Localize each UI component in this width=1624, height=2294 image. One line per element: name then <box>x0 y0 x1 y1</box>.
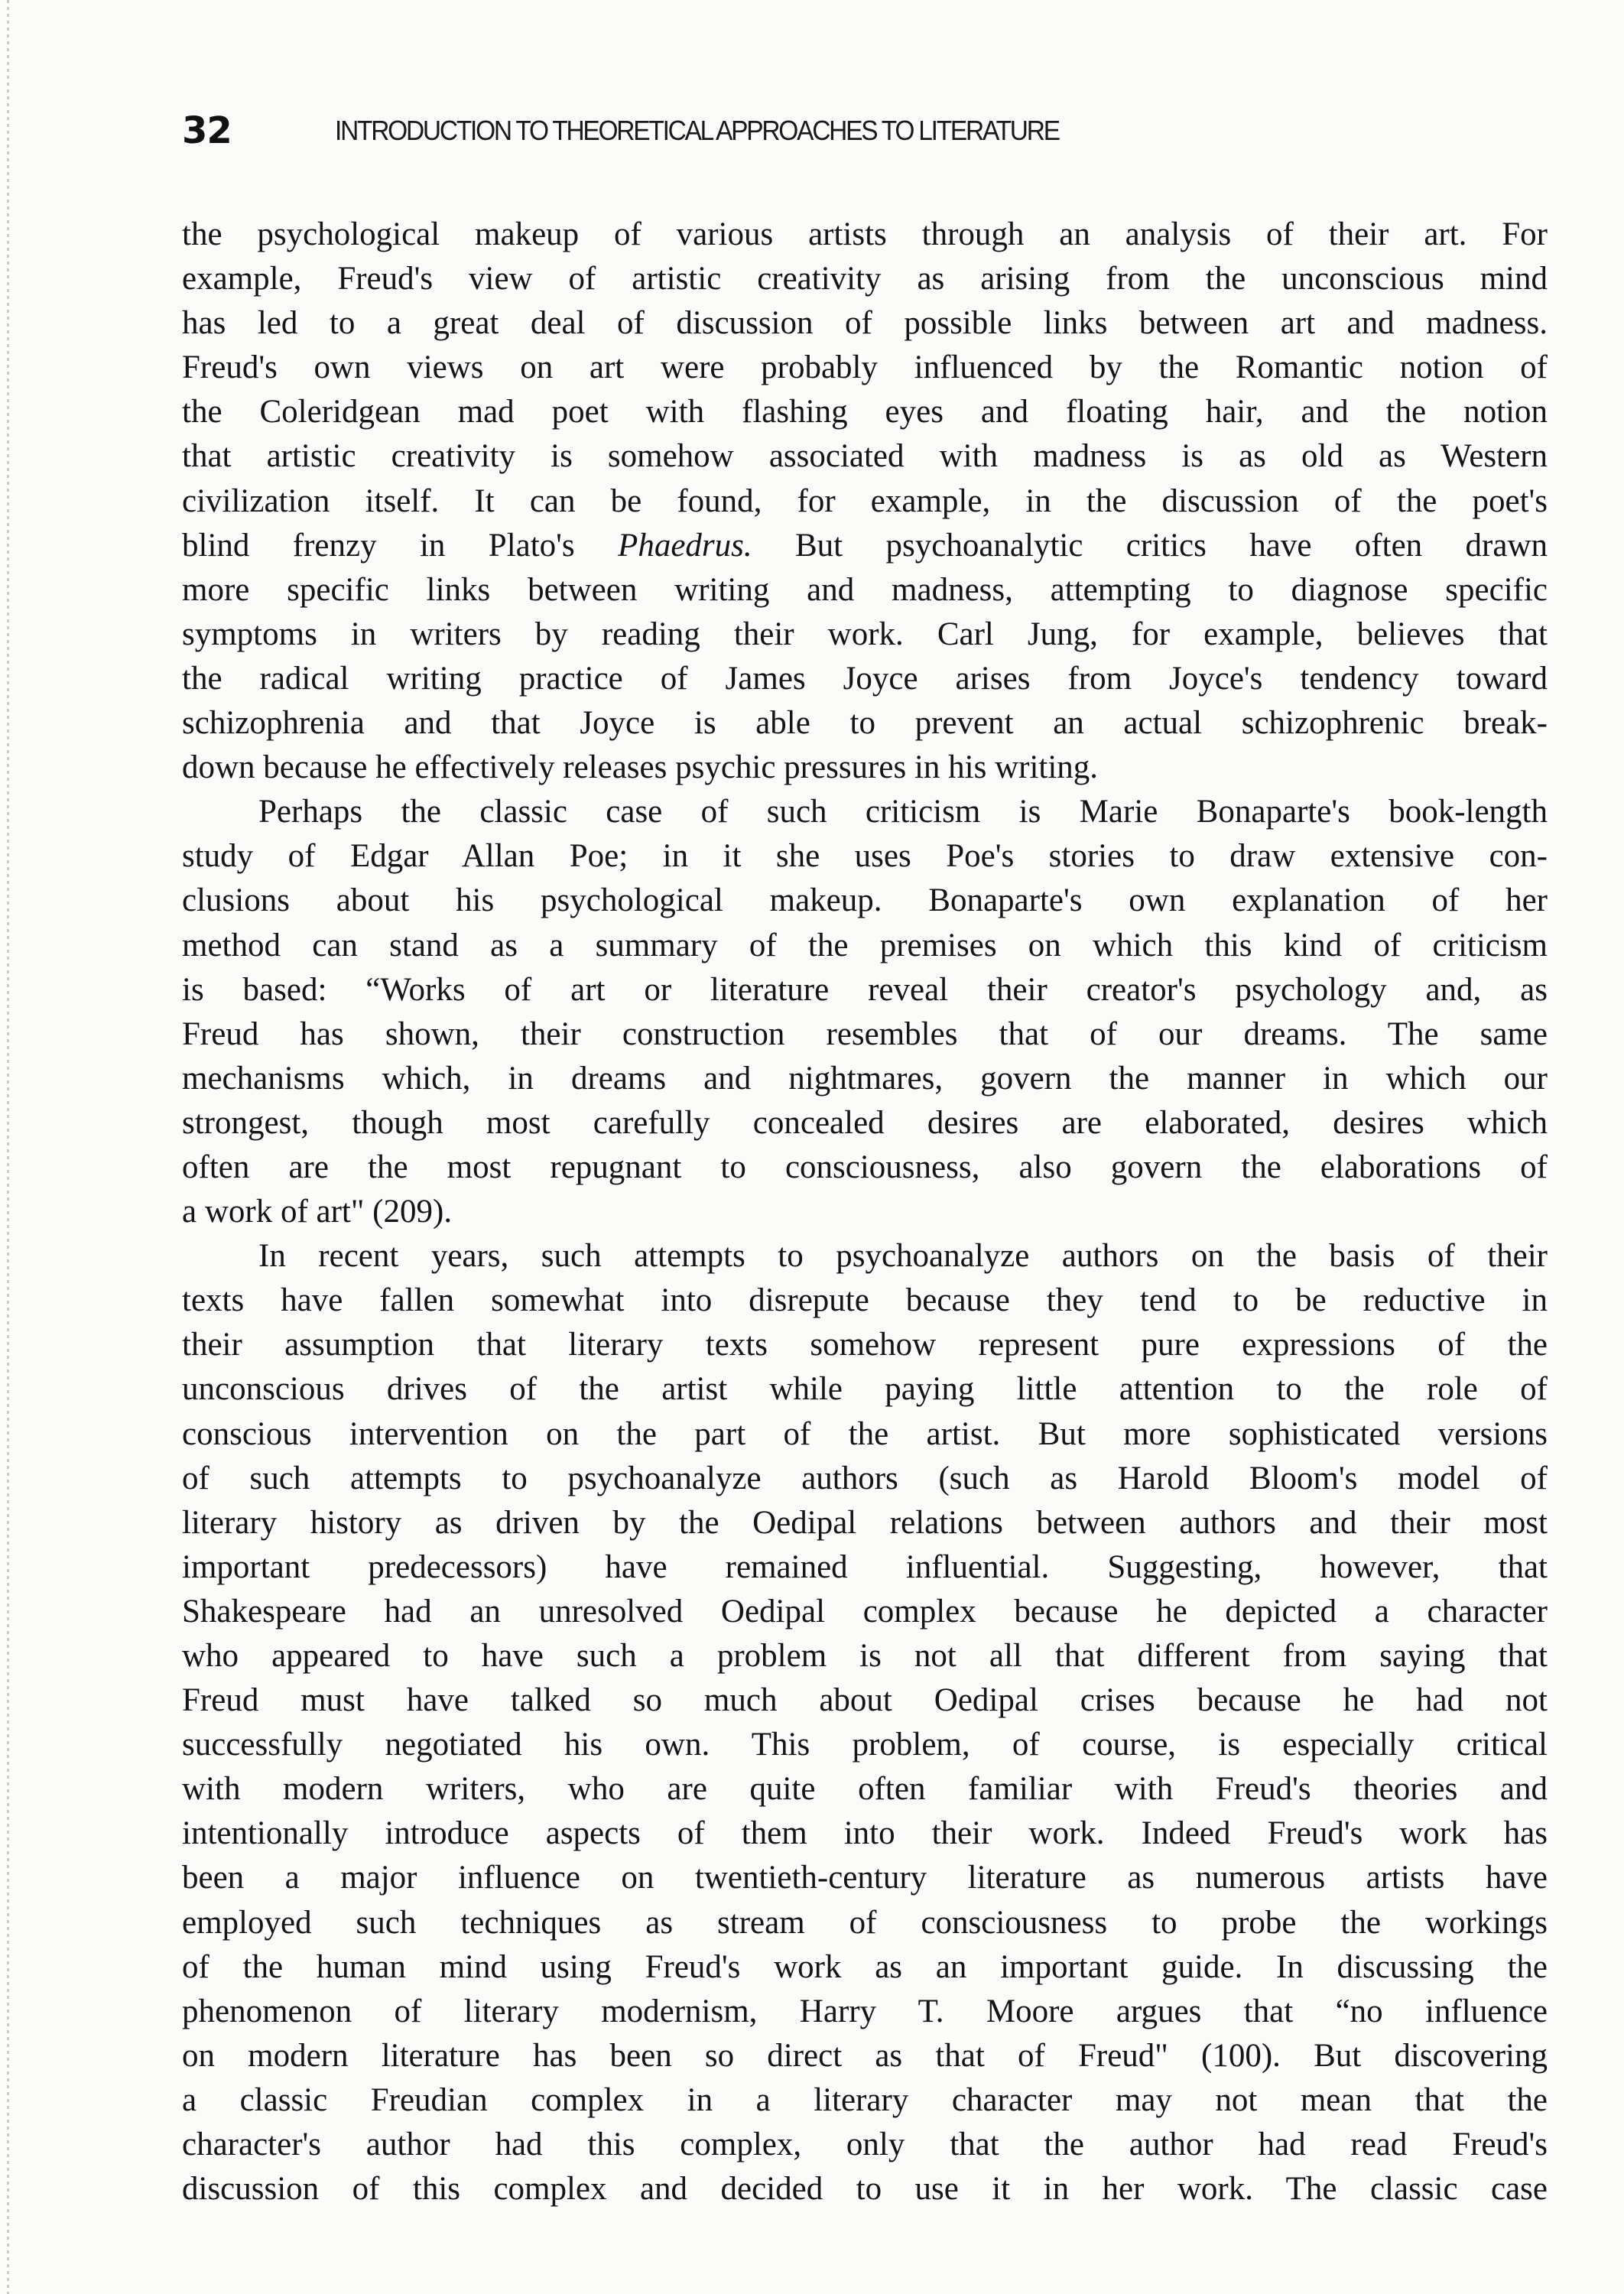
text-line: their assumption that literary texts somehow represent pure expressions of the <box>182 1327 1548 1363</box>
text-line: on modern literature has been so direct as that of Freud" (100). But discovering <box>182 2037 1548 2074</box>
text-line: clusions about his psychological makeup. Bonaparte's own explanation of her <box>182 882 1548 919</box>
text-line: Freud must have talked so much about Oedipal crises because he had not <box>182 1682 1548 1719</box>
text-line: civilization itself. It can be found, for example, in the discussion of the poet's <box>182 483 1548 519</box>
running-title: INTRODUCTION TO THEORETICAL APPROACHES TO LITERATURE <box>335 115 1059 146</box>
text-line: conscious intervention on the part of the artist. But more sophisticated versions <box>182 1415 1548 1452</box>
text-line: unconscious drives of the artist while paying little attention to the role of <box>182 1371 1548 1408</box>
text-line: strongest, though most carefully concealed desires are elaborated, desires which <box>182 1104 1548 1141</box>
text-line: symptoms in writers by reading their work. Carl Jung, for example, believes that <box>182 616 1548 652</box>
text-segment: blind frenzy in Plato's <box>182 527 619 564</box>
text-line: down because he effectively releases psychic pressures in his writing. <box>182 749 1099 786</box>
page-number: 32 <box>182 109 232 152</box>
paragraph <box>182 790 1548 1234</box>
text-line: Shakespeare had an unresolved Oedipal complex because he depicted a character <box>182 1593 1548 1630</box>
paragraph <box>182 213 1548 790</box>
text-line: Freud has shown, their construction resembles that of our dreams. The same <box>182 1015 1548 1052</box>
text-line: been a major influence on twentieth-century literature as numerous artists have <box>182 1860 1548 1896</box>
text-line: with modern writers, who are quite often familiar with Freud's theories and <box>182 1771 1548 1808</box>
text-line: that artistic creativity is somehow associated with madness is as old as Western <box>182 438 1548 475</box>
text-line: In recent years, such attempts to psychoanalyze authors on the basis of their <box>258 1238 1548 1275</box>
text-line: literary history as driven by the Oedipal relations between authors and their most <box>182 1504 1548 1541</box>
text-line: successfully negotiated his own. This problem, of course, is especially critical <box>182 1727 1548 1763</box>
text-line: study of Edgar Allan Poe; in it she uses Poe's stories to draw extensive con- <box>182 838 1548 875</box>
text-line: of the human mind using Freud's work as an important guide. In discussing the <box>182 1948 1548 1985</box>
text-line: discussion of this complex and decided to use it in her work. The classic case <box>182 2171 1548 2208</box>
text-line: employed such techniques as stream of consciousness to probe the workings <box>182 1904 1548 1941</box>
scan-edge-artifact <box>7 0 9 2294</box>
text-line: important predecessors) have remained influential. Suggesting, however, that <box>182 1548 1548 1585</box>
italic-title: Phaedrus. <box>618 527 752 564</box>
text-line: the radical writing practice of James Joyce arises from Joyce's tendency toward <box>182 660 1548 697</box>
text-line: a work of art" (209). <box>182 1194 453 1230</box>
text-line: example, Freud's view of artistic creativity as arising from the unconscious mind <box>182 261 1548 297</box>
text-line: texts have fallen somewhat into disrepute because they tend to be reductive in <box>182 1282 1548 1319</box>
text-line: more specific links between writing and madness, attempting to diagnose specific <box>182 571 1548 608</box>
paragraph <box>182 1234 1548 2211</box>
text-line: of such attempts to psychoanalyze authors (such as Harold Bloom's model of <box>182 1460 1548 1496</box>
text-line: often are the most repugnant to consciousness, also govern the elaborations of <box>182 1149 1548 1185</box>
text-line: character's author had this complex, only that the author had read Freud's <box>182 2127 1548 2163</box>
text-line: intentionally introduce aspects of them into their work. Indeed Freud's work has <box>182 1815 1548 1852</box>
text-line: mechanisms which, in dreams and nightmares, govern the manner in which our <box>182 1060 1548 1097</box>
text-line: method can stand as a summary of the premises on which this kind of criticism <box>182 927 1548 963</box>
text-line: the Coleridgean mad poet with flashing eyes and floating hair, and the notion <box>182 394 1548 431</box>
text-line: the psychological makeup of various artists through an analysis of their art. For <box>182 216 1548 252</box>
body-text <box>182 213 1548 2211</box>
text-line: has led to a great deal of discussion of possible links between art and madness. <box>182 305 1548 342</box>
text-line: phenomenon of literary modernism, Harry T. Moore argues that “no influence <box>182 1993 1548 2029</box>
text-line: Perhaps the classic case of such criticism is Marie Bonaparte's book-length <box>258 794 1548 830</box>
text-line: is based: “Works of art or literature reveal their creator's psychology and, as <box>182 971 1548 1008</box>
text-line: Freud's own views on art were probably influenced by the Romantic notion of <box>182 349 1548 386</box>
text-line <box>182 524 1548 568</box>
text-line: who appeared to have such a problem is not all that different from saying that <box>182 1638 1548 1674</box>
text-segment: But psychoanalytic critics have often drawn <box>752 527 1548 564</box>
running-head <box>182 109 1113 152</box>
text-line: a classic Freudian complex in a literary character may not mean that the <box>182 2081 1548 2118</box>
text-line: schizophrenia and that Joyce is able to prevent an actual schizophrenic break- <box>182 705 1548 742</box>
